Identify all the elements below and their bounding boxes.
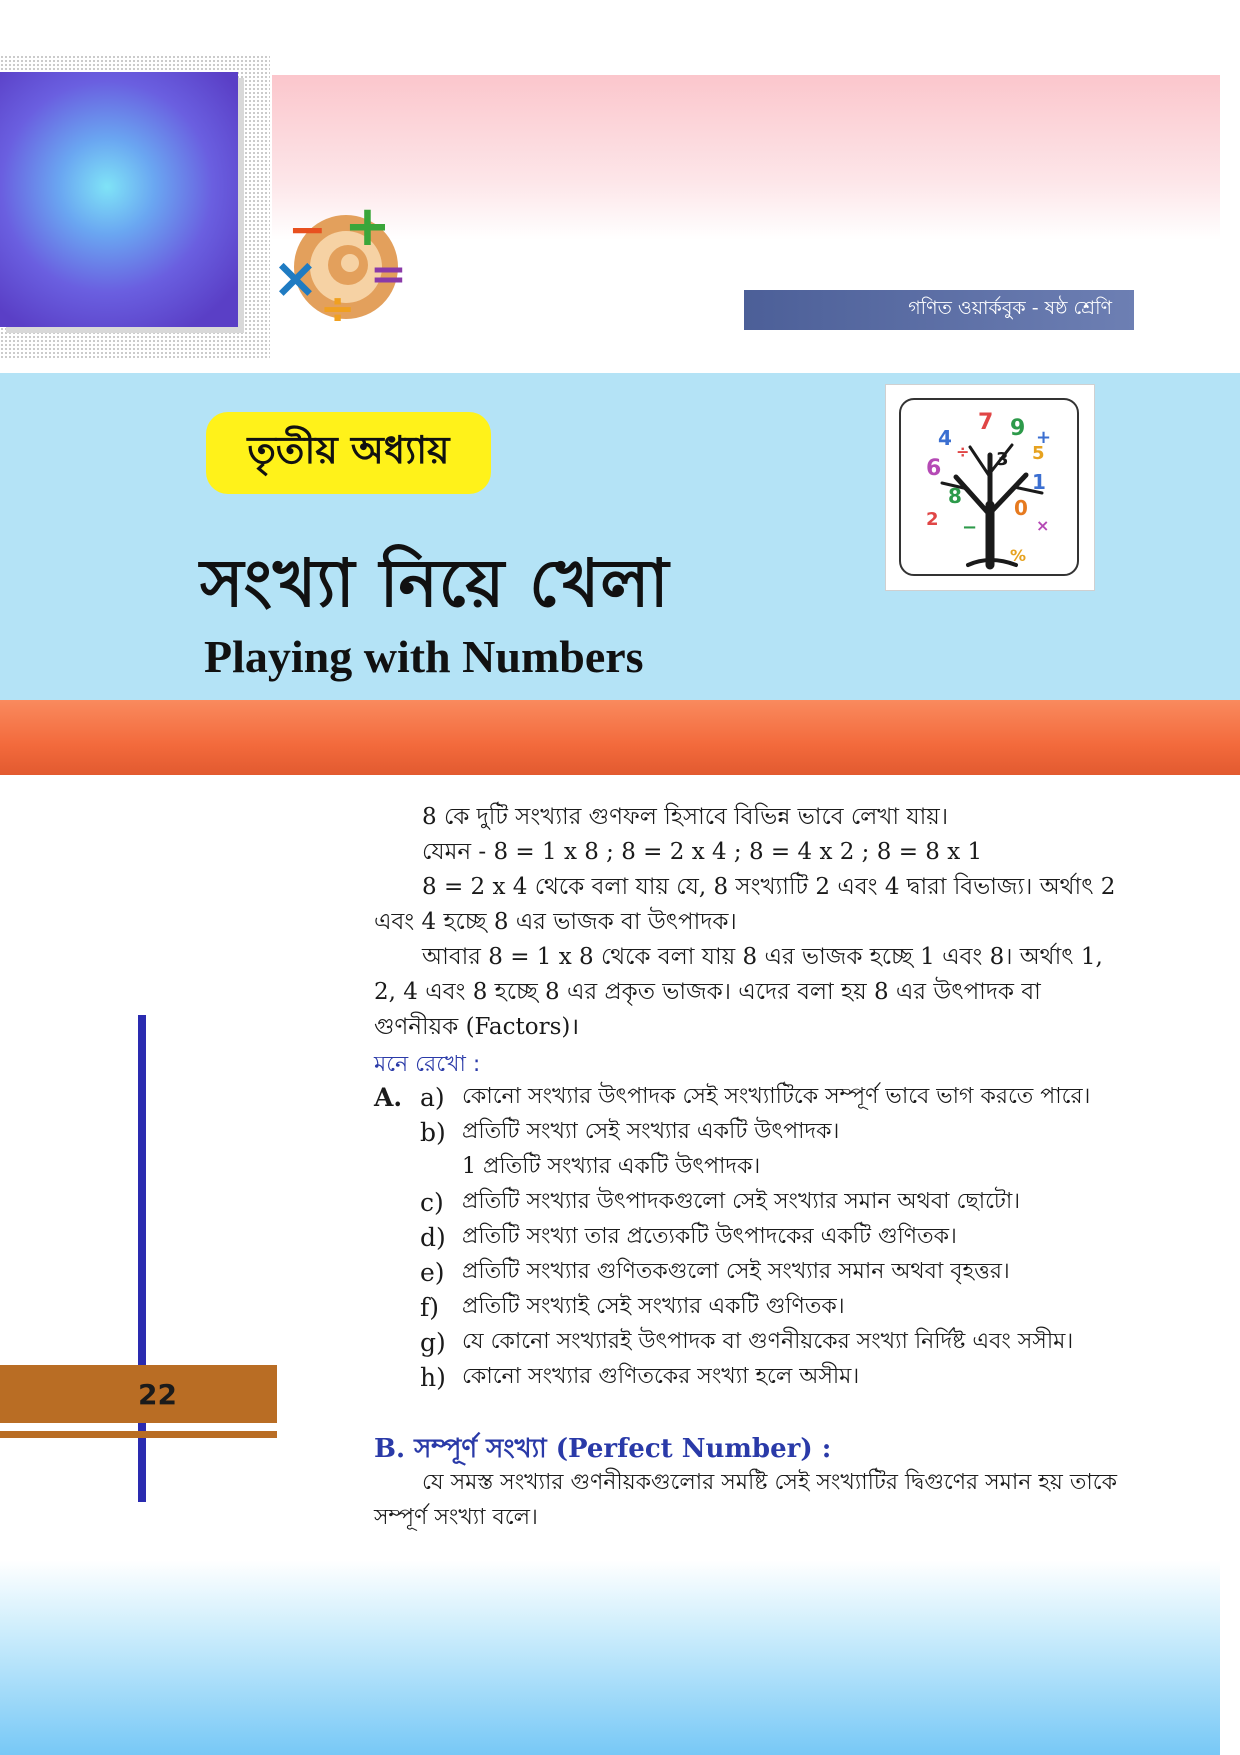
tree-glyph-6: 6	[926, 456, 942, 481]
tree-glyph-minus: −	[962, 517, 978, 538]
logo-times: ×	[272, 246, 319, 311]
paragraph-2: 8 = 2 x 4 থেকে বলা যায় যে, 8 সংখ্যাটি 2 এবং 4 দ্বারা বিভাজ্য। অর্থাৎ 2 এবং 4 হচ্ছে 8 এর ভাজক বা উৎপাদক।	[374, 874, 1116, 935]
section-label-a: A.	[374, 1083, 403, 1112]
logo-plus: +	[344, 205, 391, 259]
list-item	[374, 1220, 1154, 1255]
chapter-title-bengali: সংখ্যা নিয়ে খেলা	[200, 545, 670, 622]
page-number-box	[0, 1365, 277, 1423]
list-item	[374, 1290, 1154, 1325]
item-key: h)	[420, 1363, 446, 1392]
item-key: d)	[420, 1223, 446, 1252]
tree-glyph-9: 9	[1010, 416, 1026, 441]
book-title-badge	[744, 290, 1134, 330]
item-text: প্রতিটি সংখ্যাই সেই সংখ্যার একটি গুণিতক।	[462, 1294, 845, 1319]
orange-band	[0, 700, 1240, 775]
tree-glyph-3: 3	[996, 449, 1009, 470]
item-text: প্রতিটি সংখ্যা তার প্রত্যেকটি উৎপাদকের একটি গুণিতক।	[462, 1224, 957, 1249]
logo-divide: ÷	[320, 284, 356, 333]
chapter-title-english: Playing with Numbers	[204, 631, 644, 682]
list-item	[374, 1115, 1154, 1150]
tree-glyph-divide: ÷	[956, 442, 970, 461]
tree-glyph-plus: +	[1036, 427, 1052, 448]
perfect-number-heading: B. সম্পূর্ণ সংখ্যা (Perfect Number) :	[374, 1434, 832, 1464]
paragraph-3: আবার 8 = 1 x 8 থেকে বলা যায় 8 এর ভাজক হচ্ছে 1 এবং 8। অর্থাৎ 1, 2, 4 এবং 8 হচ্ছে 8 এর প্রকৃত ভাজক। এদের বলা হয় 8 এর উৎপাদক বা গুণনীয়ক (Factors)।	[374, 944, 1103, 1040]
item-text: কোনো সংখ্যার উৎপাদক সেই সংখ্যাটিকে সম্পূর্ণ ভাবে ভাগ করতে পারে।	[462, 1084, 1091, 1109]
perfect-number-text: যে সমস্ত সংখ্যার গুণনীয়কগুলোর সমষ্টি সেই সংখ্যাটির দ্বিগুণের সমান হয় তাকে সম্পূর্ণ সংখ্যা বলে।	[374, 1470, 1117, 1530]
logo-equals: =	[370, 249, 407, 300]
paragraph-1: 8 কে দুটি সংখ্যার গুণফল হিসাবে বিভিন্ন ভাবে লেখা যায়।	[422, 804, 949, 830]
purple-gradient-square	[0, 72, 238, 327]
page-number-underline	[0, 1431, 277, 1438]
tree-glyph-8: 8	[948, 484, 962, 508]
item-text: প্রতিটি সংখ্যার গুণিতকগুলো সেই সংখ্যার সমান অথবা বৃহত্তর।	[462, 1259, 1010, 1284]
remember-heading: মনে রেখো :	[374, 1052, 481, 1077]
paragraph-examples: যেমন - 8 = 1 x 8 ; 8 = 2 x 4 ; 8 = 4 x 2 ; 8 = 8 x 1	[422, 839, 983, 865]
list-item	[374, 1325, 1154, 1360]
chapter-tag-text: তৃতীয় অধ্যায়	[247, 427, 450, 472]
list-item	[374, 1185, 1154, 1220]
tree-glyph-7: 7	[978, 410, 994, 435]
list-item	[374, 1080, 1154, 1115]
tree-glyph-2: 2	[926, 509, 939, 530]
item-text: যে কোনো সংখ্যারই উৎপাদক বা গুণনীয়কের সংখ্যা নির্দিষ্ট এবং সসীম।	[462, 1329, 1074, 1354]
item-text: 1 প্রতিটি সংখ্যার একটি উৎপাদক।	[462, 1154, 761, 1179]
list-item	[374, 1255, 1154, 1290]
item-text: কোনো সংখ্যার গুণিতকের সংখ্যা হলে অসীম।	[462, 1364, 860, 1389]
item-key: a)	[420, 1083, 445, 1112]
bottom-gradient-band	[0, 1560, 1220, 1755]
list-item	[374, 1150, 1154, 1185]
logo-minus: −	[288, 205, 327, 256]
tree-glyph-percent: %	[1010, 546, 1027, 565]
tree-glyph-times: ×	[1036, 516, 1050, 535]
number-tree-image	[886, 385, 1094, 590]
item-text: প্রতিটি সংখ্যার উৎপাদকগুলো সেই সংখ্যার সমান অথবা ছোটো।	[462, 1189, 1021, 1214]
page-number: 22	[138, 1377, 177, 1411]
remember-list	[374, 1080, 1154, 1395]
math-symbols-icon	[268, 205, 418, 335]
item-text: প্রতিটি সংখ্যা সেই সংখ্যার একটি উৎপাদক।	[462, 1119, 840, 1144]
book-title-text: গণিত ওয়ার্কবুক - ষষ্ঠ শ্রেণি	[908, 297, 1112, 319]
tree-glyph-1: 1	[1032, 470, 1046, 494]
tree-glyph-4: 4	[938, 426, 952, 450]
left-blue-bar	[138, 1015, 146, 1502]
tree-glyph-5: 5	[1032, 443, 1045, 464]
item-key: e)	[420, 1258, 445, 1287]
list-item	[374, 1360, 1154, 1395]
tree-glyph-0: 0	[1014, 496, 1028, 520]
item-key: b)	[420, 1118, 446, 1147]
item-key: g)	[420, 1328, 446, 1357]
chapter-tag	[206, 412, 491, 494]
item-key: c)	[420, 1188, 444, 1217]
item-key: f)	[420, 1293, 440, 1322]
